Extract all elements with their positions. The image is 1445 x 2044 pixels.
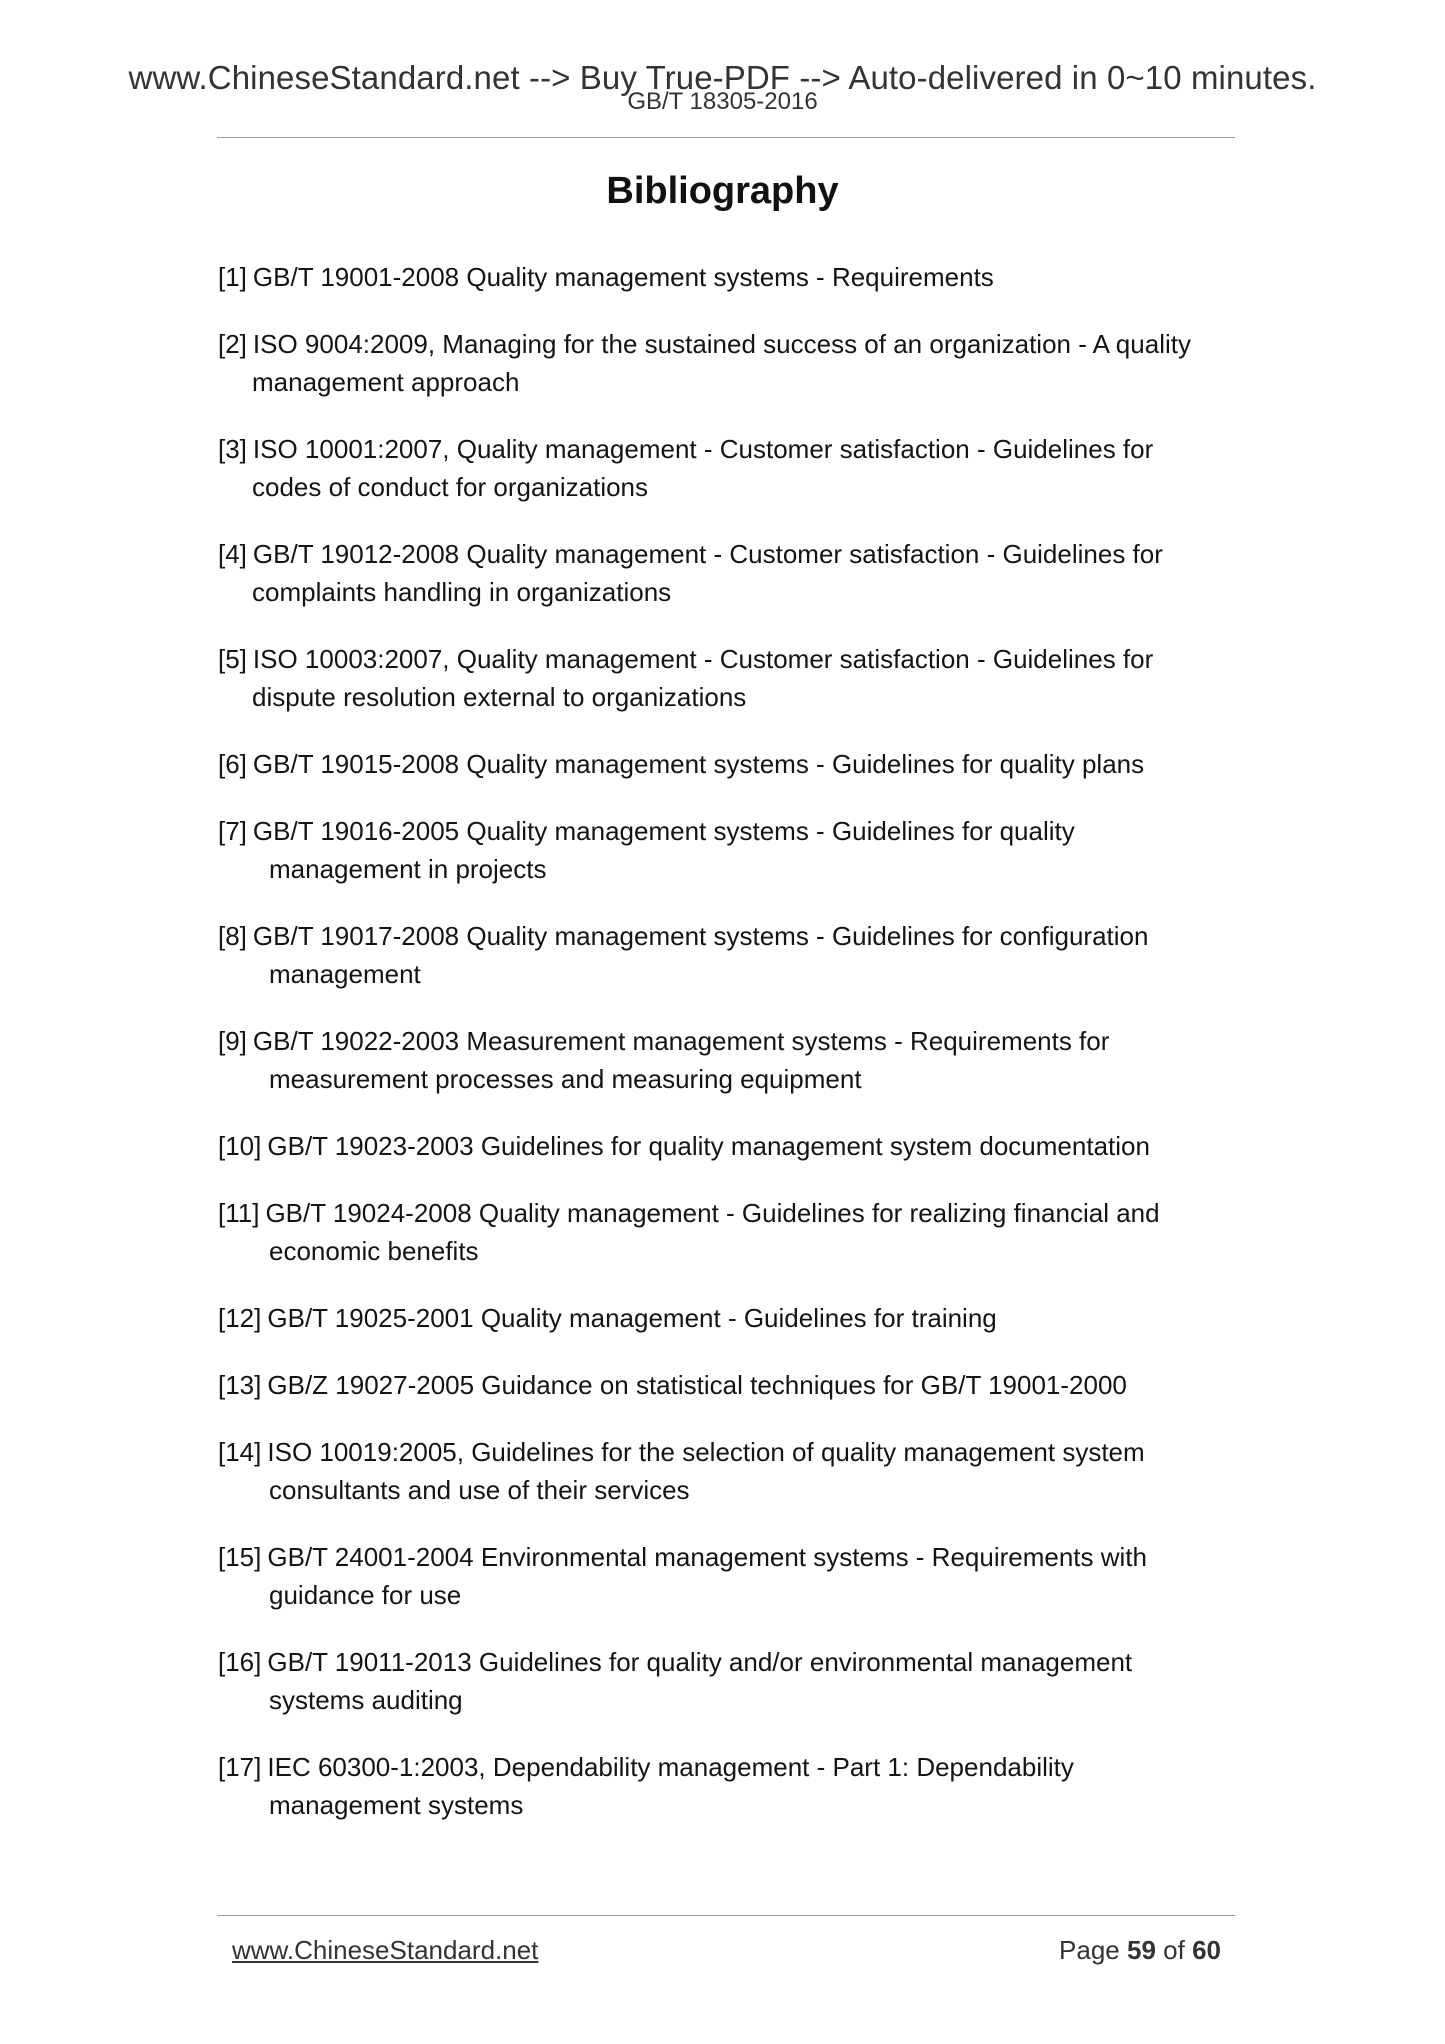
reference-text: GB/T 19001-2008 Quality management systems - Requirements: [252, 262, 994, 292]
reference-first-line: [218, 745, 1232, 783]
reference-continuation: consultants and use of their services: [269, 1475, 690, 1505]
reference-item: [218, 640, 1232, 716]
reference-item: [218, 1538, 1232, 1614]
of-word: of: [1163, 1935, 1185, 1965]
reference-continuation: measurement processes and measuring equipment: [269, 1064, 862, 1094]
reference-tag: [2]: [218, 329, 247, 359]
reference-text: ISO 10001:2007, Quality management - Customer satisfaction - Guidelines for: [252, 434, 1154, 464]
reference-text: GB/Z 19027-2005 Guidance on statistical techniques for GB/T 19001-2000: [267, 1370, 1127, 1400]
reference-tag: [9]: [218, 1026, 247, 1056]
reference-text: GB/T 19023-2003 Guidelines for quality management system documentation: [267, 1131, 1150, 1161]
reference-first-line: [218, 1022, 1232, 1060]
reference-first-line: [218, 1748, 1232, 1786]
reference-text: GB/T 19017-2008 Quality management systems - Guidelines for configuration: [252, 921, 1149, 951]
reference-tag: [10]: [218, 1131, 262, 1161]
reference-tag: [17]: [218, 1752, 262, 1782]
reference-item: [218, 535, 1232, 611]
reference-first-line: [218, 1433, 1232, 1471]
reference-tag: [3]: [218, 434, 247, 464]
reference-first-line: [218, 535, 1232, 573]
reference-first-line: [218, 917, 1232, 955]
page-indicator: [1059, 1934, 1221, 1966]
reference-item: [218, 917, 1232, 993]
reference-item: [218, 812, 1232, 888]
reference-tag: [6]: [218, 749, 247, 779]
reference-tag: [12]: [218, 1303, 262, 1333]
reference-text: IEC 60300-1:2003, Dependability management - Part 1: Dependability: [267, 1752, 1074, 1782]
reference-tag: [14]: [218, 1437, 262, 1467]
reference-item: [218, 430, 1232, 506]
reference-continuation: management systems: [269, 1790, 524, 1820]
reference-text: ISO 10019:2005, Guidelines for the selection of quality management system: [267, 1437, 1145, 1467]
reference-text: GB/T 19016-2005 Quality management systems - Guidelines for quality: [252, 816, 1075, 846]
reference-text: ISO 9004:2009, Managing for the sustained success of an organization - A quality: [252, 329, 1191, 359]
reference-item: [218, 1748, 1232, 1824]
reference-first-line: [218, 812, 1232, 850]
footer-site-link[interactable]: www.ChineseStandard.net: [232, 1935, 539, 1965]
reference-continuation: complaints handling in organizations: [252, 577, 672, 607]
reference-text: GB/T 19025-2001 Quality management - Guidelines for training: [267, 1303, 997, 1333]
reference-item: [218, 1022, 1232, 1098]
reference-tag: [5]: [218, 644, 247, 674]
reference-tag: [1]: [218, 262, 247, 292]
reference-first-line: [218, 430, 1232, 468]
reference-tag: [16]: [218, 1647, 262, 1677]
reference-continuation: dispute resolution external to organizations: [252, 682, 747, 712]
page-number: 59: [1127, 1935, 1156, 1965]
reference-tag: [13]: [218, 1370, 262, 1400]
header-divider: [217, 137, 1235, 138]
reference-item: [218, 1366, 1232, 1404]
reference-first-line: [218, 1366, 1232, 1404]
page-title: Bibliography: [606, 170, 839, 212]
reference-first-line: [218, 1538, 1232, 1576]
reference-text: GB/T 19012-2008 Quality management - Customer satisfaction - Guidelines for: [252, 539, 1163, 569]
reference-text: ISO 10003:2007, Quality management - Customer satisfaction - Guidelines for: [252, 644, 1154, 674]
reference-tag: [8]: [218, 921, 247, 951]
reference-item: [218, 258, 1232, 296]
reference-first-line: [218, 1299, 1232, 1337]
reference-first-line: [218, 1127, 1232, 1165]
reference-item: [218, 1127, 1232, 1165]
reference-item: [218, 745, 1232, 783]
reference-continuation: management approach: [252, 367, 520, 397]
reference-continuation: codes of conduct for organizations: [252, 472, 649, 502]
reference-list: [218, 258, 1232, 1853]
reference-first-line: [218, 640, 1232, 678]
reference-first-line: [218, 258, 1232, 296]
reference-continuation: guidance for use: [269, 1580, 462, 1610]
reference-tag: [15]: [218, 1542, 262, 1572]
reference-tag: [7]: [218, 816, 247, 846]
reference-tag: [11]: [218, 1198, 260, 1228]
page-total: 60: [1192, 1935, 1221, 1965]
standard-code: GB/T 18305-2016: [627, 88, 818, 115]
reference-tag: [4]: [218, 539, 247, 569]
reference-text: GB/T 24001-2004 Environmental management systems - Requirements with: [267, 1542, 1147, 1572]
reference-item: [218, 325, 1232, 401]
reference-text: GB/T 19015-2008 Quality management systems - Guidelines for quality plans: [252, 749, 1145, 779]
footer-divider: [217, 1915, 1235, 1916]
reference-continuation: systems auditing: [269, 1685, 463, 1715]
reference-text: GB/T 19011-2013 Guidelines for quality and/or environmental management: [267, 1647, 1133, 1677]
reference-item: [218, 1643, 1232, 1719]
reference-text: GB/T 19024-2008 Quality management - Guidelines for realizing financial and: [265, 1198, 1160, 1228]
reference-first-line: [218, 325, 1232, 363]
reference-continuation: economic benefits: [269, 1236, 479, 1266]
reference-item: [218, 1194, 1232, 1270]
reference-first-line: [218, 1194, 1232, 1232]
reference-first-line: [218, 1643, 1232, 1681]
reference-continuation: management in projects: [269, 854, 547, 884]
reference-item: [218, 1299, 1232, 1337]
page-word: Page: [1059, 1935, 1120, 1965]
reference-text: GB/T 19022-2003 Measurement management systems - Requirements for: [252, 1026, 1110, 1056]
site-banner: www.ChineseStandard.net --> Buy True-PDF --> Auto-delivered in 0~10 minutes.: [128, 59, 1317, 96]
reference-continuation: management: [269, 959, 421, 989]
reference-item: [218, 1433, 1232, 1509]
